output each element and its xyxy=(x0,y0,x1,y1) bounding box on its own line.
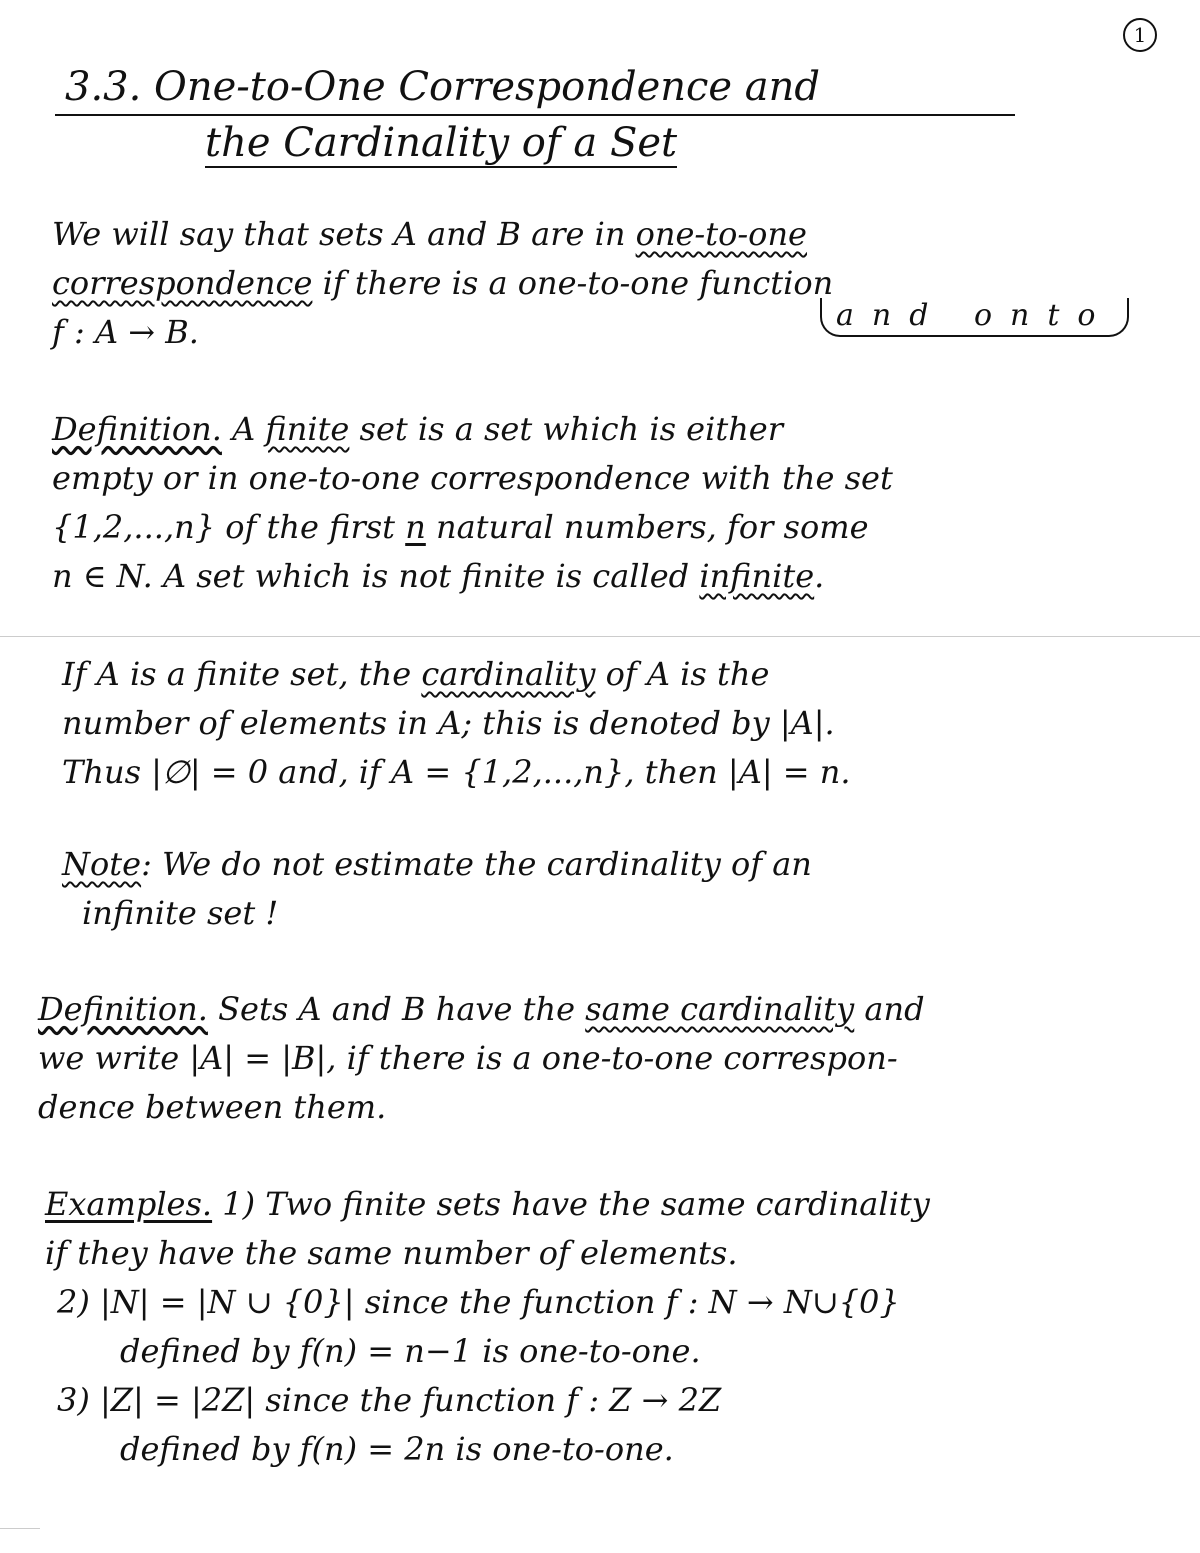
term-finite: finite xyxy=(265,410,350,448)
intro-formula: f : A → B. xyxy=(52,313,199,351)
title-line-2: the Cardinality of a Set xyxy=(205,120,678,166)
term-n: n xyxy=(405,508,426,546)
example-3-line-2: defined by f(n) = 2n is one-to-one. xyxy=(120,1430,674,1468)
term-correspondence: correspondence xyxy=(52,264,313,302)
definition-finite: Definition. A finite set is a set which is either empty or in one-to-one correspondence with the set {1,2,...,n} of the first n natural numbers, for some n ∈ N. A set which is not finite is called infinite. xyxy=(52,405,1157,601)
note-paragraph: Note: We do not estimate the cardinality of an infinite set ! xyxy=(62,840,1167,938)
intro-text-2: if there is a one-to-one function xyxy=(312,264,834,302)
cardinality-paragraph: If A is a finite set, the cardinality of A is the number of elements in A; this is denoted by |A|. Thus |∅| = 0 and, if A = {1,2,...,n}, then |A| = n. xyxy=(62,650,1167,797)
page-number: 1 xyxy=(1123,18,1157,52)
definition-label-2: Definition. xyxy=(38,990,208,1028)
term-same-cardinality: same cardinality xyxy=(585,990,855,1028)
examples-label: Examples. xyxy=(45,1185,213,1223)
definition-line-2: empty or in one-to-one correspondence with the set xyxy=(52,459,893,497)
note-label: Note xyxy=(62,845,142,883)
section-title xyxy=(55,60,1015,170)
example-3-line-1: 3) |Z| = |2Z| since the function f : Z → 2Z xyxy=(57,1381,722,1419)
definition-label: Definition. xyxy=(52,410,222,448)
intro-text-1: We will say that sets A and B are in xyxy=(52,215,636,253)
term-infinite: infinite xyxy=(699,557,815,595)
definition-2-line-2: we write |A| = |B|, if there is a one-to-one correspon- xyxy=(38,1039,898,1077)
examples-paragraph: Examples. 1) Two finite sets have the same cardinality if they have the same number of elements. 2) |N| = |N ∪ {0}| since the function f : N → N∪{0} defined by f(n) = n−1 is one-to-one. 3) |Z| = |2Z| since the function f : Z → 2Z defined by f(n) = 2n is one-to-one. xyxy=(45,1180,1150,1474)
note-line-2: infinite set ! xyxy=(82,894,279,932)
example-2-line-1: 2) |N| = |N ∪ {0}| since the function f : N → N∪{0} xyxy=(57,1283,900,1321)
example-2-line-2: defined by f(n) = n−1 is one-to-one. xyxy=(120,1332,701,1370)
cardinality-line-2: number of elements in A; this is denoted by |A|. xyxy=(62,704,835,742)
cardinality-line-3: Thus |∅| = 0 and, if A = {1,2,...,n}, then |A| = n. xyxy=(62,753,851,791)
example-1-line-2: if they have the same number of elements. xyxy=(45,1234,738,1272)
scan-divider xyxy=(0,636,1200,637)
term-one-to-one: one-to-one xyxy=(635,215,807,253)
definition-2-line-3: dence between them. xyxy=(38,1088,387,1126)
title-line-1: 3.3. One-to-One Correspondence and xyxy=(55,60,1015,116)
scan-edge-mark xyxy=(0,1528,40,1529)
definition-same-cardinality: Definition. Sets A and B have the same cardinality and we write |A| = |B|, if there is a one-to-one correspon- dence between them. xyxy=(38,985,1143,1132)
insertion-and-onto: and onto xyxy=(820,298,1129,337)
insertion-note xyxy=(820,298,1129,337)
term-cardinality: cardinality xyxy=(421,655,596,693)
